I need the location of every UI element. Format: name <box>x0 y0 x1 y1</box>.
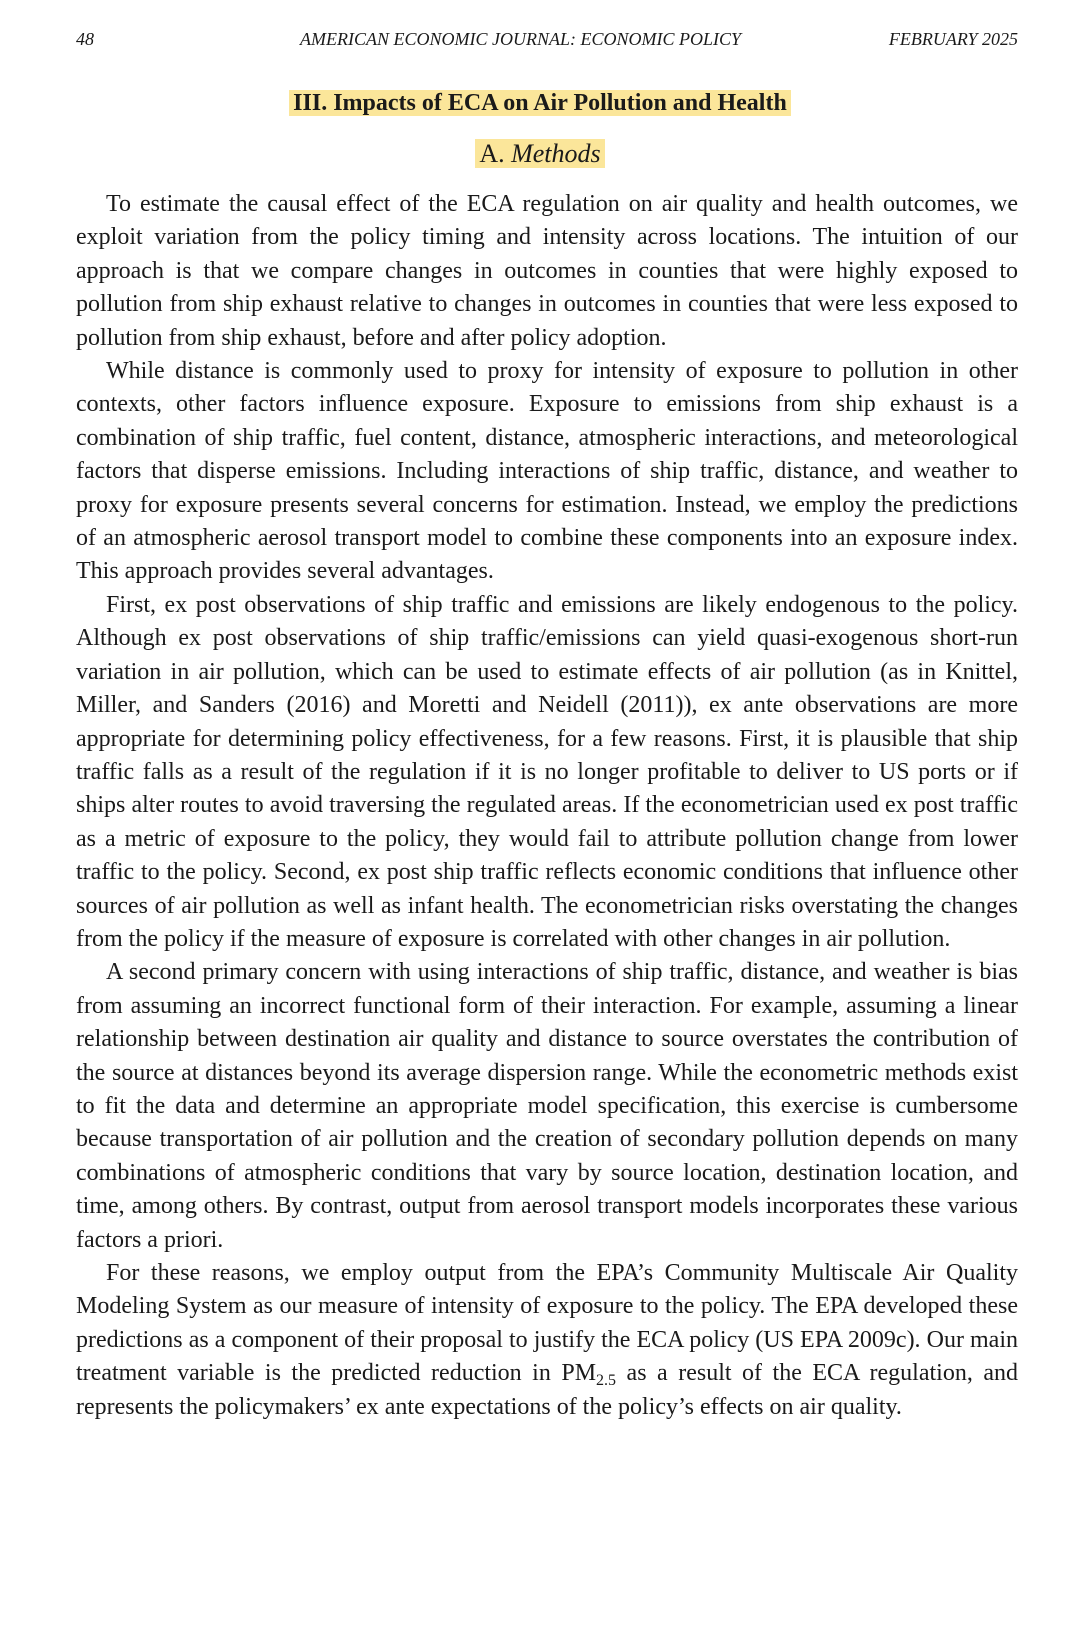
pm-subscript: 2.5 <box>596 1372 617 1390</box>
section-title: III. Impacts of ECA on Air Pollution and Health <box>289 90 791 116</box>
subsection-heading <box>0 136 1080 172</box>
paragraph-5-end: as a result of the ECA regulation, and represents the policymakers’ ex ante expectations of the policy’s effects on air quality. <box>76 1360 1018 1420</box>
subsection-highlight <box>475 139 604 168</box>
subsection-label: A. <box>479 139 505 168</box>
paragraph-4: A second primary concern with using interactions of ship traffic, distance, and weather is bias from assuming an incorrect functional form of their interaction. For example, assuming a linear relationship between destination air quality and distance to source overstates the contribution of the source at distances beyond its average dispersion range. While the econometric methods exist to fit the data and determine an appropriate model specification, this exercise is cumbersome because transportation of air pollution and the creation of secondary pollution depends on many combinations of atmospheric conditions that vary by source location, destination location, and time, among others. By contrast, output from aerosol transport models incorporates these various factors a priori. <box>76 959 1018 1253</box>
subsection-title: Methods <box>511 139 601 168</box>
paragraph-3: First, ex post observations of ship traffic and emissions are likely endogenous to the policy. Although ex post observations of ship traffic/emissions can yield quasi-exogenous short-run variation in air pollution, which can be used to estimate effects of air pollution (as in Knittel, Miller, and Sanders (2016) and Moretti and Neidell (2011)), ex ante observations are more appropriate for determining policy effectiveness, for a few reasons. First, it is plausible that ship traffic falls as a result of the regulation if it is no longer profitable to deliver to US ports or if ships alter routes to avoid traversing the regulated areas. If the econometrician used ex post traffic as a metric of exposure to the policy, they would fail to attribute pollution change from lower traffic to the policy. Second, ex post ship traffic reflects economic conditions that influence other sources of air pollution as well as infant health. The econometrician risks overstating the changes from the policy if the measure of exposure is correlated with other changes in air pollution. <box>76 591 1018 952</box>
issue-date: FEBRUARY 2025 <box>888 29 1018 49</box>
paragraph-5-start: For these reasons, we employ output from the EPA’s Community Multiscale Air Quality Modeling System as our measure of intensity of exposure to the policy. The EPA developed these predictions as a component of their proposal to justify the ECA policy (US EPA 2009c). Our main treatment variable is the predicted reduction in PM <box>76 1260 1018 1387</box>
running-head <box>76 24 1018 54</box>
paragraph-5 <box>76 1257 1018 1424</box>
paragraph-2: While distance is commonly used to proxy for intensity of exposure to pollution in other contexts, other factors influence exposure. Exposure to emissions from ship exhaust is a combination of ship traffic, fuel content, distance, atmospheric interactions, and meteorological factors that disperse emissions. Including interactions of ship traffic, distance, and weather to proxy for exposure presents several concerns for estimation. Instead, we employ the predictions of an atmospheric aerosol transport model to combine these components into an exposure index. This approach provides several advantages. <box>76 358 1018 585</box>
journal-title: AMERICAN ECONOMIC JOURNAL: ECONOMIC POLICY <box>300 29 741 49</box>
page-number: 48 <box>76 29 94 49</box>
body-text <box>76 188 1018 1424</box>
section-heading <box>0 86 1080 120</box>
paragraph-1: To estimate the causal effect of the ECA regulation on air quality and health outcomes, we exploit variation from the policy timing and intensity across locations. The intuition of our approach is that we compare changes in outcomes in counties that were highly exposed to pollution from ship exhaust relative to changes in outcomes in counties that were less exposed to pollution from ship exhaust, before and after policy adoption. <box>76 191 1018 351</box>
